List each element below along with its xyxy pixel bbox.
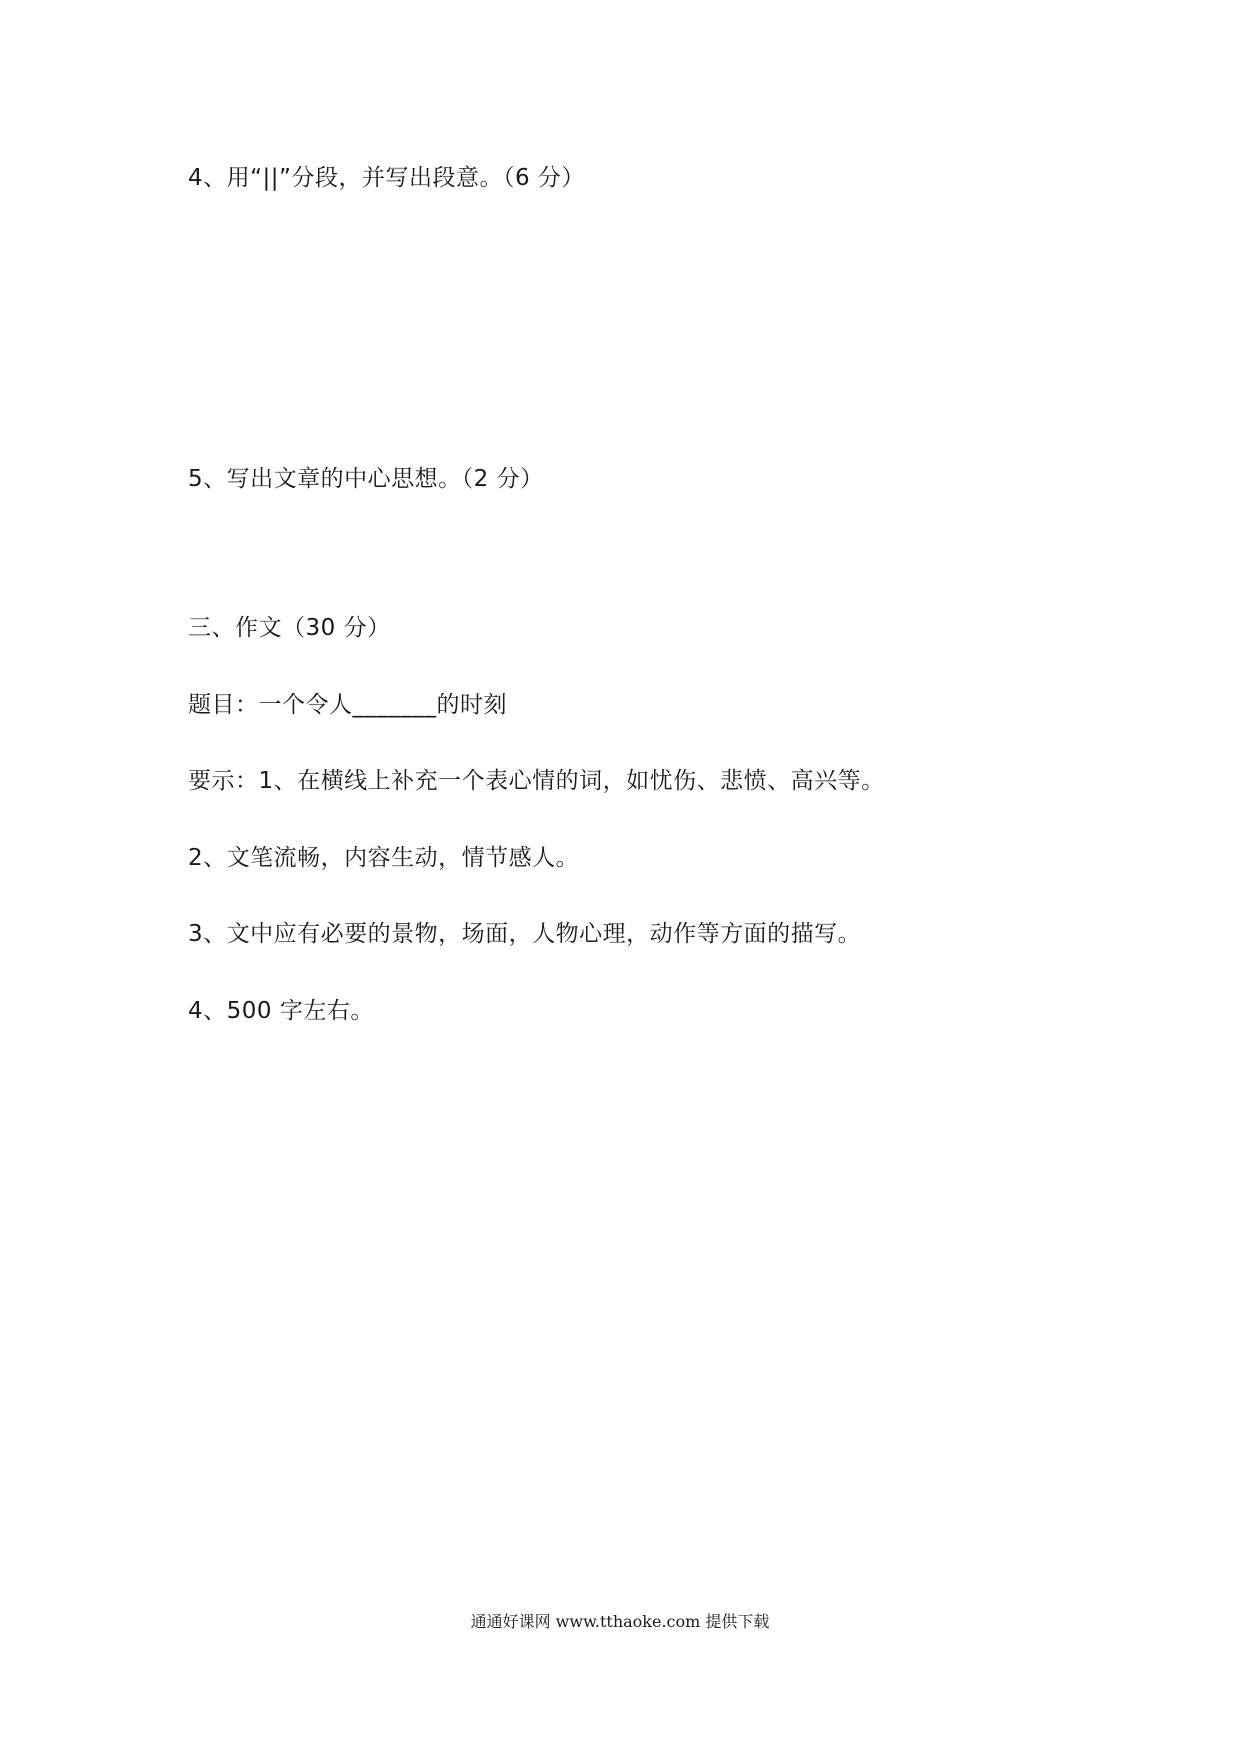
composition-requirement-2: 2、文笔流畅，内容生动，情节感人。 bbox=[188, 845, 580, 871]
composition-topic: 题目：一个令人_______的时刻 bbox=[188, 692, 507, 718]
composition-requirement-1: 要示：1、在横线上补充一个表心情的词，如忧伤、悲愤、高兴等。 bbox=[188, 768, 885, 794]
composition-requirement-3: 3、文中应有必要的景物，场面，人物心理，动作等方面的描写。 bbox=[188, 921, 862, 947]
question-5: 5、写出文章的中心思想。（2 分） bbox=[188, 466, 544, 492]
composition-requirement-4: 4、500 字左右。 bbox=[188, 998, 374, 1024]
footer-source-note: 通通好课网 www.tthaoke.com 提供下载 bbox=[470, 1612, 770, 1631]
question-4: 4、用“||”分段，并写出段意。（6 分） bbox=[188, 165, 585, 191]
composition-heading: 三、作文（30 分） bbox=[188, 615, 391, 641]
